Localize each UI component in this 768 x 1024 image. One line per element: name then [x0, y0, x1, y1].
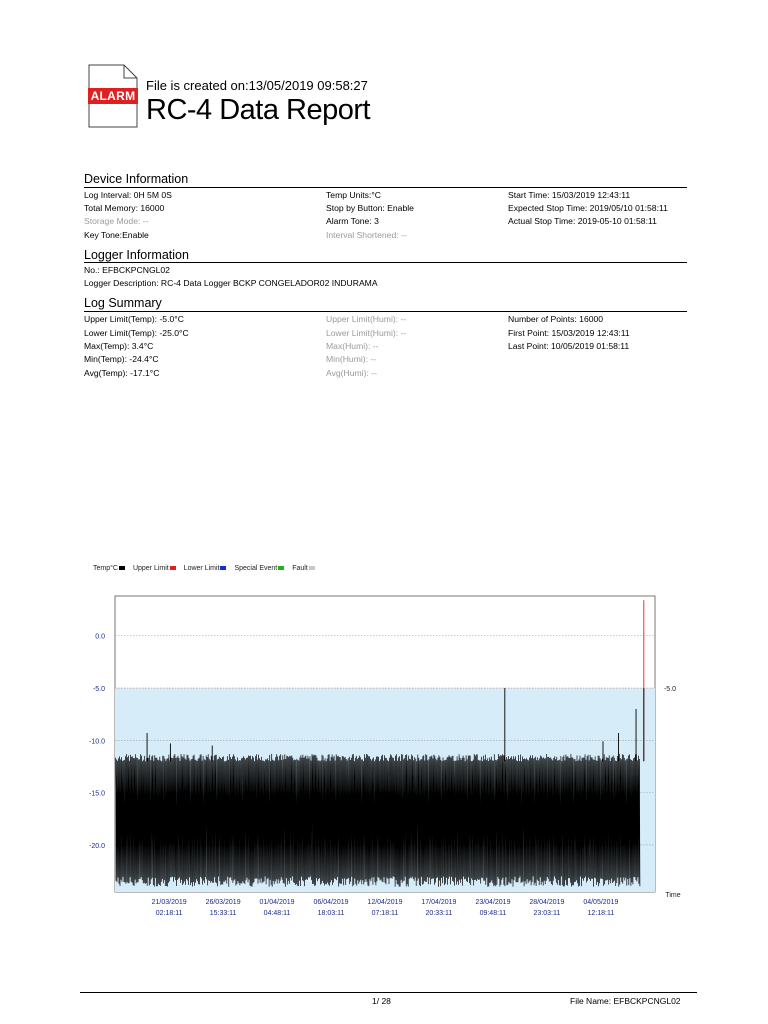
log-summary-cell: Min(Humi): -- — [326, 354, 377, 364]
x-tick-time: 23:03:11 — [533, 910, 561, 917]
report-title: RC-4 Data Report — [146, 94, 371, 126]
device-info-cell: Log Interval: 0H 5M 0S — [84, 190, 172, 200]
x-axis-label: Time — [665, 892, 681, 899]
logger-description: Logger Description: RC-4 Data Logger BCKP CONGELADOR02 INDURAMA — [84, 278, 378, 288]
x-tick-date: 17/04/2019 — [421, 899, 457, 906]
legend-label: Fault — [292, 565, 308, 572]
chart-legend — [93, 565, 321, 572]
y-tick-label: -20.0 — [89, 842, 105, 850]
log-summary-cell: Min(Temp): -24.4°C — [84, 354, 159, 364]
x-tick-time: 12:18:11 — [587, 910, 615, 917]
legend-swatch — [278, 566, 284, 570]
device-info-cell: Temp Units:°C — [326, 190, 382, 200]
log-summary-cell: Avg(Temp): -17.1°C — [84, 368, 160, 378]
log-summary-cell: Max(Humi): -- — [326, 341, 379, 351]
device-info-title: Device Information — [84, 172, 189, 186]
legend-swatch — [170, 566, 176, 570]
legend-label: Upper Limit — [132, 565, 169, 572]
log-summary-title: Log Summary — [84, 296, 162, 310]
y-tick-label: -10.0 — [89, 738, 105, 746]
x-tick-date: 01/04/2019 — [259, 899, 295, 906]
x-tick-time: 04:48:11 — [263, 910, 291, 917]
y-tick-label: -15.0 — [89, 790, 105, 798]
device-info-cell: Stop by Button: Enable — [326, 203, 414, 213]
x-tick-date: 23/04/2019 — [475, 899, 511, 906]
x-tick-time: 20:33:11 — [425, 910, 453, 917]
device-info-cell: Total Memory: 16000 — [84, 203, 165, 213]
x-tick-date: 04/05/2019 — [583, 899, 619, 906]
x-tick-date: 12/04/2019 — [367, 899, 403, 906]
legend-label: Special Event — [234, 565, 278, 572]
log-summary-rule — [84, 311, 687, 312]
y-tick-label: -5.0 — [92, 686, 105, 694]
upper-limit-label: -5.0 — [663, 686, 677, 694]
log-summary-cell: Last Point: 10/05/2019 01:58:11 — [508, 341, 630, 351]
log-summary-cell: Upper Limit(Temp): -5.0°C — [84, 314, 184, 324]
x-tick-time: 07:18:11 — [371, 910, 399, 917]
log-summary-cell: First Point: 15/03/2019 12:43:11 — [508, 328, 630, 338]
device-info-cell: Alarm Tone: 3 — [326, 216, 379, 226]
legend-swatch — [119, 566, 125, 570]
logger-info-title: Logger Information — [84, 248, 189, 262]
device-info-cell: Storage Mode: -- — [84, 216, 149, 226]
x-tick-time: 18:03:11 — [317, 910, 345, 917]
temperature-chart — [0, 580, 768, 920]
x-tick-time: 15:33:11 — [209, 910, 237, 917]
log-summary-cell: Number of Points: 16000 — [508, 314, 604, 324]
device-info-cell: Key Tone:Enable — [84, 230, 149, 240]
log-summary-cell: Avg(Humi): -- — [326, 368, 377, 378]
log-summary-cell: Lower Limit(Temp): -25.0°C — [84, 328, 189, 338]
log-summary-cell: Upper Limit(Humi): -- — [326, 314, 407, 324]
x-tick-date: 28/04/2019 — [529, 899, 565, 906]
x-tick-date: 21/03/2019 — [151, 899, 187, 906]
device-info-cell: Expected Stop Time: 2019/05/10 01:58:11 — [508, 203, 668, 213]
legend-swatch — [309, 566, 315, 570]
y-tick-label: 0.0 — [95, 633, 105, 641]
x-tick-time: 02:18:11 — [155, 910, 183, 917]
x-tick-time: 09:48:11 — [479, 910, 507, 917]
footer-file-name: File Name: EFBCKPCNGL02 — [570, 996, 681, 1006]
x-tick-date: 26/03/2019 — [205, 899, 241, 906]
device-info-cell: Start Time: 15/03/2019 12:43:11 — [508, 190, 631, 200]
footer-rule — [80, 992, 697, 993]
log-summary-cell: Max(Temp): 3.4°C — [84, 341, 154, 351]
log-summary-cell: Lower Limit(Humi): -- — [326, 328, 407, 338]
file-alarm-icon — [88, 64, 138, 128]
legend-label: Lower Limit — [183, 565, 220, 572]
legend-label: Temp°C — [93, 565, 118, 572]
device-info-cell: Actual Stop Time: 2019-05-10 01:58:11 — [508, 216, 657, 226]
legend-swatch — [220, 566, 226, 570]
alarm-badge: ALARM — [88, 88, 138, 104]
logger-no: No.: EFBCKPCNGL02 — [84, 265, 170, 275]
device-info-cell: Interval Shortened: -- — [326, 230, 407, 240]
file-created-text: File is created on:13/05/2019 09:58:27 — [146, 78, 368, 93]
x-tick-date: 06/04/2019 — [313, 899, 349, 906]
device-info-rule — [84, 187, 687, 188]
logger-info-rule — [84, 262, 687, 263]
page-number: 1/ 28 — [372, 996, 391, 1006]
